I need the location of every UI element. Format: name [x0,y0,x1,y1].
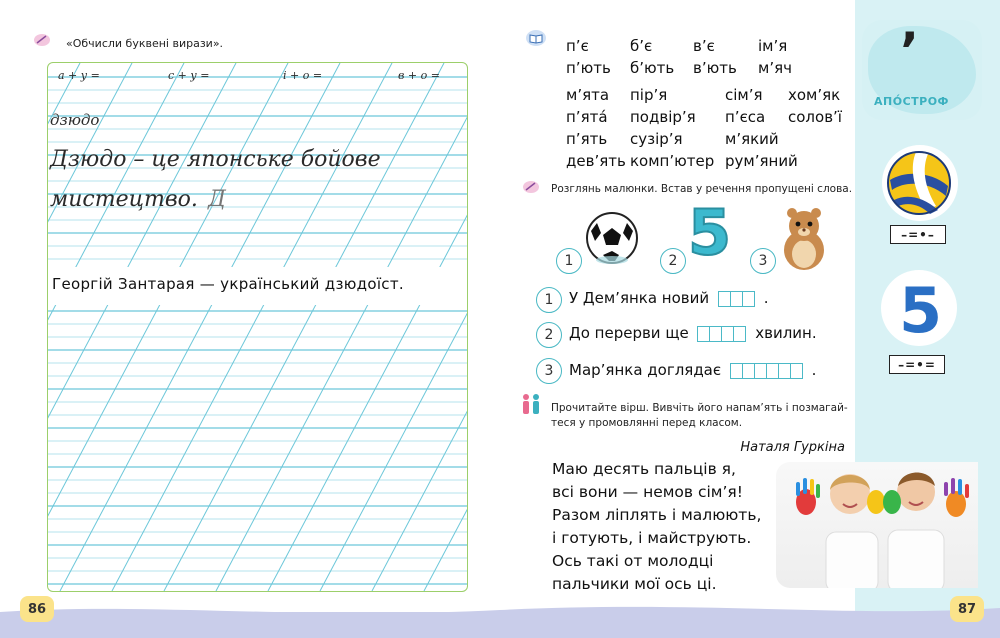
sentence-number-3: 3 [536,358,562,384]
expression-3: і + о = [283,69,323,82]
expression-2: с + у = [168,69,210,82]
printed-sentence: Георгій Зантарая — український дзюдоїст. [52,275,404,293]
poem-line: Ось такі от молодці [552,552,714,570]
sentence-1-end: . [763,289,769,307]
handwritten-line-1: Дзюдо – це японське бойове [50,147,381,172]
poem-line: Разом ліплять і малюють, [552,506,762,524]
digit-five-icon: 5 [899,274,943,347]
expression-1: а + у = [58,69,100,82]
sentence-1 [569,289,768,307]
grid-word: рум’яний [725,152,798,170]
bottom-wave-decoration [0,600,1000,624]
sound-scheme-2: –=•= [889,355,945,374]
pair-word: в’ють [693,59,737,77]
soccer-ball-picture [585,211,639,265]
pair-word: п’є [566,37,589,55]
task-instruction-pictures: Розглянь малюнки. Встав у речення пропущені слова. [551,183,853,195]
copybook-area[interactable] [47,62,468,592]
page-number-left: 86 [20,596,54,622]
answer-boxes-3[interactable] [730,363,803,379]
pair-word: ім’я [758,37,788,55]
grid-word: м’ята [566,86,610,104]
sentence-2 [569,324,817,342]
hamster-picture [778,206,830,272]
grid-word: комп’ютер [630,152,715,170]
handwritten-word: дзюдо [50,111,100,129]
book-icon [526,30,546,46]
task-instruction-poem-2: теся у промовлянні перед класом. [551,417,743,429]
grid-word: пір’я [630,86,668,104]
copybook-lines [48,63,467,591]
pen-task-icon [522,180,540,194]
sentence-2-text: До перерви ще [569,324,689,342]
picture-number-3: 3 [750,248,776,274]
pair-word: б’є [630,37,653,55]
sentence-3 [569,361,816,379]
grid-word: солов’ї [788,108,842,126]
sentence-3-text: Мар’янка доглядає [569,361,722,379]
grid-word: п’ять [566,130,608,148]
volleyball-icon [886,150,952,216]
sentence-3-end: . [811,361,817,379]
picture-number-1: 1 [556,248,582,274]
expression-4: в + о = [398,69,440,82]
poem-line: всі вони — немов сім’я! [552,483,743,501]
task-instruction-poem-1: Прочитайте вірш. Вивчіть його напам’ять і позмагай- [551,402,848,414]
apostrophe-label: АПО́СТРОФ [874,95,949,108]
pen-task-icon [33,33,51,47]
sentence-1-text: У Дем’янка новий [569,289,710,307]
poem-line: Маю десять пальців я, [552,460,736,478]
grid-word: хом’як [788,86,841,104]
handwritten-line-2: мистецтво. [50,187,198,212]
grid-word: подвір’я [630,108,696,126]
children-illustration [776,462,978,588]
handwritten-letter: Д [208,187,226,212]
sentence-number-2: 2 [536,322,562,348]
grid-word: п’єса [725,108,766,126]
pair-word: м’яч [758,59,792,77]
picture-number-2: 2 [660,248,686,274]
pair-word: п’ють [566,59,611,77]
grid-word: дев’ять [566,152,626,170]
task-instruction-expressions: «Обчисли буквені вирази». [66,37,224,50]
poem-line: і готують, і майструють. [552,529,752,547]
grid-word: сім’я [725,86,763,104]
answer-boxes-1[interactable] [718,291,755,307]
poem-line: пальчики мої ось ці. [552,575,717,593]
sentence-number-1: 1 [536,287,562,313]
sound-scheme-1: –=•– [890,225,946,244]
pair-word: б’ють [630,59,675,77]
apostrophe-symbol: ’ [900,22,919,80]
grid-word: сузір’я [630,130,683,148]
pair-word: в’є [693,37,715,55]
digit-five-picture: 5 [688,196,732,269]
grid-word: м’який [725,130,779,148]
poem-author: Наталя Гуркіна [740,440,845,455]
children-painted-hands-photo [776,462,978,588]
page-number-right: 87 [950,596,984,622]
pair-work-icon [520,393,542,415]
sentence-2-end: хвилин. [755,324,817,342]
answer-boxes-2[interactable] [697,326,746,342]
grid-word: п’ята́ [566,108,608,126]
